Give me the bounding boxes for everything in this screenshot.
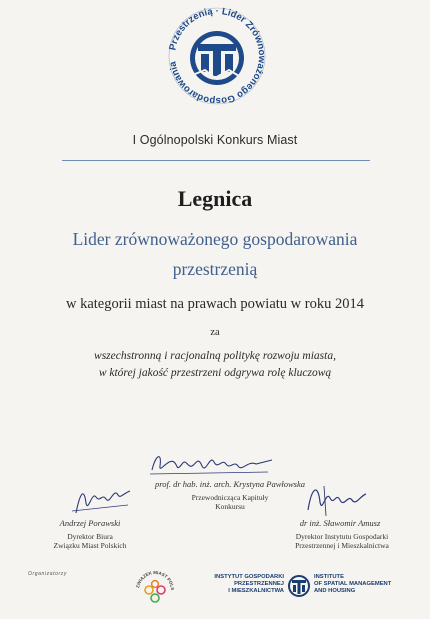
- igpim-en-line3: AND HOUSING: [314, 588, 356, 594]
- signatory-center-role-2: Konkursu: [215, 502, 245, 511]
- divider-line: [62, 160, 370, 161]
- igpim-en-line2: OF SPATIAL MANAGEMENT: [314, 581, 392, 587]
- signatory-left-role: Dyrektor Biura: [67, 532, 113, 541]
- justification-line1: wszechstronną i racjonalną politykę rozwoju miasta,: [94, 350, 336, 362]
- signatory-right-role-2: Przestrzennej i Mieszkalnictwa: [295, 541, 389, 550]
- contest-logo: [165, 4, 269, 108]
- city-name: Legnica: [177, 186, 253, 211]
- zmp-logo-icon: [133, 568, 177, 612]
- igpim-emblem-icon: [288, 574, 310, 603]
- logo-ring-text: Przestrzenią · Lider Zrównoważonego Gospodarowania: [167, 5, 268, 107]
- organizers-label: Organizatorzy: [28, 571, 67, 577]
- award-title-line2: przestrzenią: [172, 259, 258, 279]
- signatory-center-name: prof. dr hab. inż. arch. Krystyna Pawłowska: [154, 479, 305, 489]
- signatory-right-name: dr inż. Sławomir Amusz: [299, 518, 381, 528]
- igpim-en-line1: INSTITUTE: [314, 574, 344, 580]
- zmp-logo: [133, 568, 177, 612]
- igpim-pl-line1: INSTYTUT GOSPODARKI: [214, 574, 284, 580]
- igpim-logo: [196, 574, 396, 606]
- contest-title: I Ogólnopolski Konkurs Miast: [132, 133, 298, 147]
- award-category: w kategorii miast na prawach powiatu w roku 2014: [66, 296, 364, 312]
- igpim-english-name: [314, 574, 391, 595]
- signatory-right-role: Dyrektor Instytutu Gospodarki: [295, 532, 389, 541]
- signatory-left-role-2: Związku Miast Polskich: [53, 541, 127, 550]
- signature-center: [148, 448, 278, 480]
- logo-emblem-icon: [165, 4, 269, 108]
- justification-line2: w której jakość przestrzeni odgrywa rolę kluczową: [98, 367, 332, 379]
- igpim-pl-line3: I MIESZKALNICTWA: [228, 588, 284, 594]
- award-title-line1: Lider zrównoważonego gospodarowania: [72, 229, 358, 249]
- for-label: za: [210, 327, 220, 338]
- igpim-pl-line2: PRZESTRZENNEJ: [234, 581, 284, 587]
- zmp-logo-text: ZWIĄZEK MIAST POLS: [135, 569, 176, 591]
- signatory-left-name: Andrzej Porawski: [59, 518, 121, 528]
- signatory-center-role: Przewodnicząca Kapituły: [191, 493, 269, 502]
- igpim-polish-name: [214, 574, 284, 595]
